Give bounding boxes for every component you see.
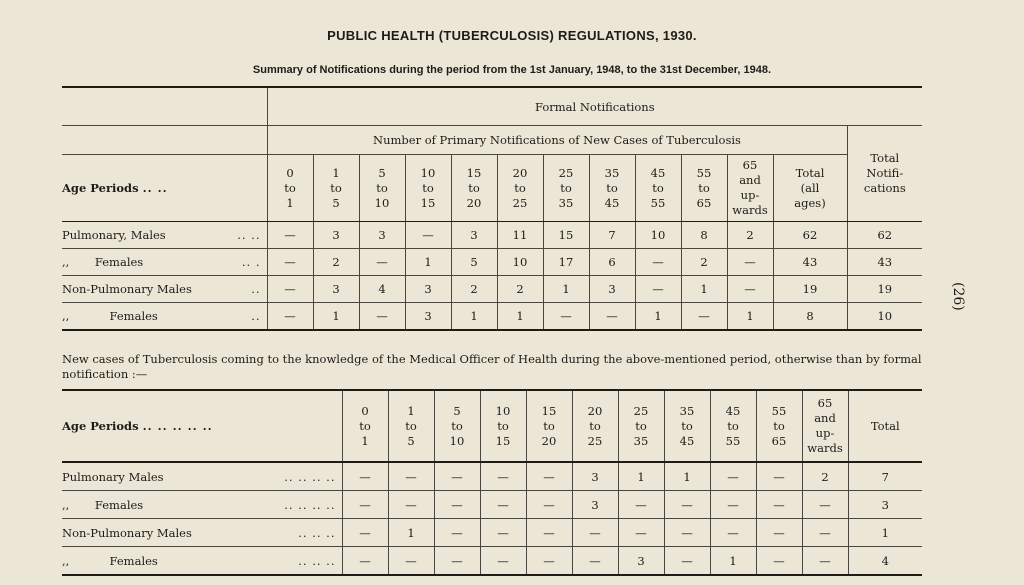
- table-cell: —: [727, 276, 773, 303]
- row-label-dots: .. ..: [237, 228, 261, 242]
- table-cell: 3: [405, 303, 451, 331]
- row-label-text: Pulmonary, Males: [62, 228, 166, 242]
- row-label-text: Non-Pulmonary Males: [62, 525, 192, 540]
- table-row: [62, 303, 922, 331]
- table-cell: 3: [313, 276, 359, 303]
- row-label-text: Pulmonary Males: [62, 469, 164, 484]
- table-cell: 7: [589, 222, 635, 249]
- age-periods-dots: .. .. .. .. ..: [142, 418, 213, 433]
- table-cell: —: [756, 519, 802, 547]
- table-cell: —: [618, 491, 664, 519]
- table-cell: 1: [664, 462, 710, 491]
- table-cell: 10: [635, 222, 681, 249]
- total-notifications-header: Total Notifi- cations: [847, 126, 922, 222]
- informal-cases-note: New cases of Tuberculosis coming to the knowledge of the Medical Officer of Health during the above-mentioned period, otherwise than by formal notification :—: [62, 352, 922, 381]
- table-cell: 8: [773, 303, 847, 331]
- column-header: 5 to 10: [359, 155, 405, 222]
- table-cell: —: [526, 491, 572, 519]
- table-cell: 3: [313, 222, 359, 249]
- row-label-text: ,, Females: [62, 497, 144, 512]
- table-cell: 43: [773, 249, 847, 276]
- row-label-dots: ..: [251, 282, 261, 296]
- table-cell: —: [710, 519, 756, 547]
- table-cell: —: [388, 491, 434, 519]
- table-cell: 2: [727, 222, 773, 249]
- table-cell: 2: [681, 249, 727, 276]
- column-header: 20 to 25: [497, 155, 543, 222]
- table-cell: 1: [497, 303, 543, 331]
- table-cell: 3: [589, 276, 635, 303]
- table-cell: 1: [543, 276, 589, 303]
- table-cell: 3: [572, 491, 618, 519]
- column-header: 20 to 25: [572, 390, 618, 462]
- table-row: [62, 547, 922, 576]
- table-cell: —: [526, 462, 572, 491]
- table-cell: 15: [543, 222, 589, 249]
- table-cell: 2: [802, 462, 848, 491]
- table-row: [62, 222, 922, 249]
- table-cell: —: [589, 303, 635, 331]
- table-row: [62, 491, 922, 519]
- table-cell: —: [756, 462, 802, 491]
- row-label: [62, 222, 267, 249]
- formal-notifications-table: [62, 86, 922, 331]
- table-cell: —: [342, 462, 388, 491]
- table-cell: —: [802, 491, 848, 519]
- row-label-dots: .. .. .. ..: [284, 469, 336, 484]
- table-cell: 3: [405, 276, 451, 303]
- table-cell: —: [710, 462, 756, 491]
- column-header: 35 to 45: [664, 390, 710, 462]
- primary-notifications-header: Number of Primary Notifications of New Cases of Tuberculosis: [267, 126, 847, 155]
- table-cell: 1: [313, 303, 359, 331]
- table-cell: —: [526, 547, 572, 576]
- table-cell: —: [756, 491, 802, 519]
- table-cell: —: [342, 519, 388, 547]
- row-label-text: ,, Females: [62, 553, 158, 568]
- age-periods-dots: .. ..: [142, 180, 168, 195]
- table-cell: 62: [847, 222, 922, 249]
- row-label-dots: .. .. ..: [298, 553, 336, 568]
- table-cell: —: [480, 491, 526, 519]
- row-label: [62, 547, 342, 576]
- column-header: Total (all ages): [773, 155, 847, 222]
- table-cell: 4: [848, 547, 922, 576]
- table-cell: —: [434, 462, 480, 491]
- page-number: (26): [950, 282, 966, 311]
- table-cell: —: [572, 547, 618, 576]
- table-row: [62, 276, 922, 303]
- column-header: 1 to 5: [388, 390, 434, 462]
- table-cell: —: [267, 303, 313, 331]
- row-label-text: Non-Pulmonary Males: [62, 282, 192, 296]
- table-cell: —: [342, 491, 388, 519]
- table-cell: —: [267, 276, 313, 303]
- row-label-dots: .. .. ..: [298, 525, 336, 540]
- column-header: 15 to 20: [526, 390, 572, 462]
- table-cell: —: [802, 547, 848, 576]
- column-header: Total: [848, 390, 922, 462]
- row-label: [62, 519, 342, 547]
- row-label-text: ,, Females: [62, 309, 158, 323]
- row-label-dots: ..: [251, 309, 261, 323]
- table-cell: —: [480, 462, 526, 491]
- table-cell: 6: [589, 249, 635, 276]
- row-label: [62, 303, 267, 331]
- column-header: 35 to 45: [589, 155, 635, 222]
- table-cell: —: [480, 519, 526, 547]
- table-cell: 1: [618, 462, 664, 491]
- table-cell: —: [526, 519, 572, 547]
- table-cell: 11: [497, 222, 543, 249]
- table-row: [62, 462, 922, 491]
- table-cell: 2: [313, 249, 359, 276]
- table-cell: —: [664, 547, 710, 576]
- table-cell: 10: [847, 303, 922, 331]
- table-cell: —: [434, 491, 480, 519]
- table-cell: —: [267, 222, 313, 249]
- column-header: 65 and up- wards: [802, 390, 848, 462]
- column-header: 65 and up- wards: [727, 155, 773, 222]
- column-header: 45 to 55: [635, 155, 681, 222]
- table-cell: —: [388, 547, 434, 576]
- row-label: [62, 276, 267, 303]
- table-cell: 4: [359, 276, 405, 303]
- table-cell: 1: [727, 303, 773, 331]
- table-row: [62, 519, 922, 547]
- row-label-dots: .. .. .. ..: [284, 497, 336, 512]
- table-cell: 17: [543, 249, 589, 276]
- table-cell: 43: [847, 249, 922, 276]
- age-periods-spacer: [62, 126, 267, 155]
- table-cell: 1: [681, 276, 727, 303]
- table-cell: —: [635, 249, 681, 276]
- table-cell: —: [434, 547, 480, 576]
- column-header: 10 to 15: [480, 390, 526, 462]
- table-cell: 3: [359, 222, 405, 249]
- page-title: PUBLIC HEALTH (TUBERCULOSIS) REGULATIONS, 1930.: [327, 28, 697, 43]
- table-cell: —: [664, 519, 710, 547]
- table-cell: 5: [451, 249, 497, 276]
- table-cell: —: [664, 491, 710, 519]
- table-cell: 1: [451, 303, 497, 331]
- table-cell: 3: [451, 222, 497, 249]
- row-label: [62, 249, 267, 276]
- page-subtitle: Summary of Notifications during the period from the 1st January, 1948, to the 31st December, 1948.: [252, 64, 772, 76]
- table-cell: —: [480, 547, 526, 576]
- table-cell: 1: [635, 303, 681, 331]
- table-cell: 19: [773, 276, 847, 303]
- table-cell: 8: [681, 222, 727, 249]
- age-periods-header: [62, 155, 267, 222]
- table-cell: 62: [773, 222, 847, 249]
- column-header: 45 to 55: [710, 390, 756, 462]
- table-cell: —: [727, 249, 773, 276]
- age-periods-header: [62, 390, 342, 462]
- table-cell: 3: [848, 491, 922, 519]
- table-cell: —: [267, 249, 313, 276]
- table-cell: —: [434, 519, 480, 547]
- table-cell: —: [681, 303, 727, 331]
- formal-notifications-header: Formal Notifications: [267, 87, 922, 126]
- table-cell: 1: [848, 519, 922, 547]
- row-label: [62, 462, 342, 491]
- table-cell: 1: [388, 519, 434, 547]
- column-header: 5 to 10: [434, 390, 480, 462]
- column-header: 1 to 5: [313, 155, 359, 222]
- table-row: [62, 249, 922, 276]
- table-cell: 2: [497, 276, 543, 303]
- column-header: 0 to 1: [342, 390, 388, 462]
- table-cell: —: [342, 547, 388, 576]
- age-periods-label: Age Periods: [62, 418, 139, 433]
- table-cell: —: [572, 519, 618, 547]
- table-cell: 19: [847, 276, 922, 303]
- table-cell: —: [543, 303, 589, 331]
- column-header: 15 to 20: [451, 155, 497, 222]
- table-cell: —: [388, 462, 434, 491]
- table-cell: 7: [848, 462, 922, 491]
- column-header: 55 to 65: [681, 155, 727, 222]
- table-cell: —: [802, 519, 848, 547]
- table-cell: 1: [710, 547, 756, 576]
- column-header: 25 to 35: [543, 155, 589, 222]
- table-cell: —: [756, 547, 802, 576]
- column-header: 25 to 35: [618, 390, 664, 462]
- row-label-dots: .. .: [241, 255, 261, 269]
- table-cell: 3: [618, 547, 664, 576]
- table-cell: —: [359, 303, 405, 331]
- informal-cases-table: [62, 389, 922, 576]
- column-header: 0 to 1: [267, 155, 313, 222]
- column-header: 55 to 65: [756, 390, 802, 462]
- table-cell: —: [710, 491, 756, 519]
- table-cell: —: [405, 222, 451, 249]
- table-cell: —: [618, 519, 664, 547]
- row-label: [62, 491, 342, 519]
- column-header: 10 to 15: [405, 155, 451, 222]
- age-periods-label: Age Periods: [62, 180, 139, 195]
- table-cell: 3: [572, 462, 618, 491]
- table-cell: —: [359, 249, 405, 276]
- age-periods-spacer: [62, 87, 267, 126]
- table-cell: 1: [405, 249, 451, 276]
- table-cell: 2: [451, 276, 497, 303]
- row-label-text: ,, Females: [62, 255, 144, 269]
- table-cell: 10: [497, 249, 543, 276]
- table-cell: —: [635, 276, 681, 303]
